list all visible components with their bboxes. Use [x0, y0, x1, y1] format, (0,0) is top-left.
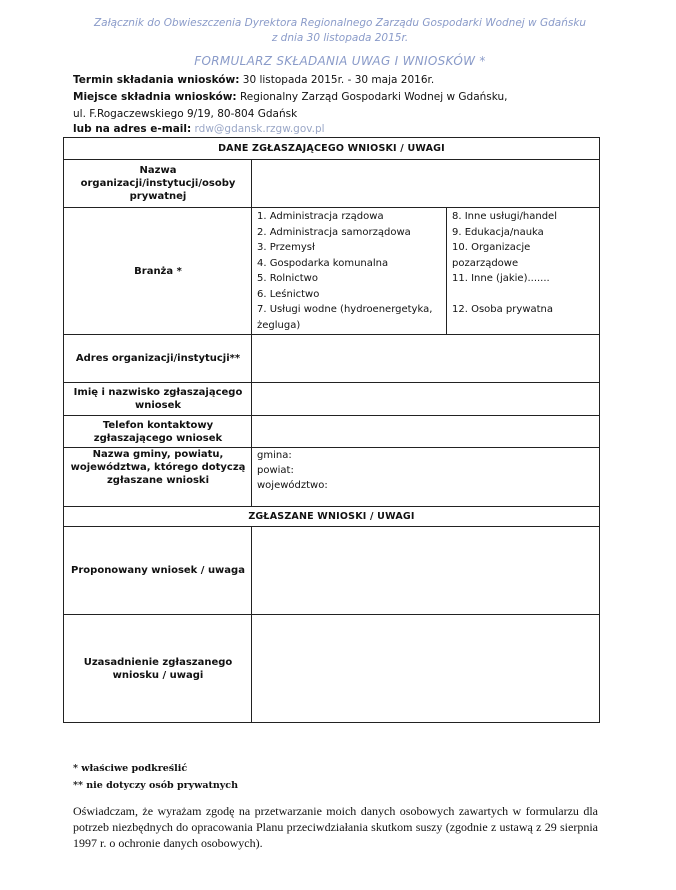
branch-option[interactable]: 9. Edukacja/nauka — [452, 226, 544, 238]
address-line: ul. F.Rogaczewskiego 9/19, 80-804 Gdańsk — [73, 108, 298, 120]
section-requests-heading: ZGŁASZANE WNIOSKI / UWAGI — [248, 511, 415, 522]
email-line — [73, 122, 325, 136]
org-name-input[interactable] — [252, 160, 599, 207]
deadline-line — [73, 73, 434, 87]
justification-label: Uzasadnienie zgłaszanego wniosku / uwagi — [83, 656, 233, 681]
submission-form-table — [63, 137, 600, 723]
place-line — [73, 90, 508, 104]
branch-option[interactable]: 7. Usługi wodne (hydroenergetyka, — [257, 304, 433, 315]
org-address-input[interactable] — [252, 335, 599, 382]
branch-option[interactable]: 4. Gospodarka komunalna — [257, 257, 389, 269]
annex-heading: Załącznik do Obwieszczenia Dyrektora Regionalnego Zarządu Gospodarki Wodnej w Gdańsku — [93, 17, 587, 29]
submitter-name-label: Imię i nazwisko zgłaszającego wniosek — [73, 387, 243, 411]
phone-label: Telefon kontaktowy zgłaszającego wniosek — [93, 419, 223, 444]
deadline-value: 30 listopada 2015r. - 30 maja 2016r. — [242, 74, 435, 86]
email-link[interactable]: rdw@gdansk.rzgw.gov.pl — [194, 123, 325, 135]
branch-option[interactable]: 6. Leśnictwo — [257, 288, 320, 300]
branch-option[interactable]: 10. Organizacje — [452, 242, 531, 253]
branch-option[interactable]: 12. Osoba prywatna — [452, 304, 554, 315]
gmina-field[interactable]: gmina: — [257, 450, 292, 461]
submitter-name-input[interactable] — [252, 383, 599, 415]
email-label: lub na adres e-mail: — [73, 123, 192, 135]
phone-input[interactable] — [252, 416, 599, 447]
org-name-label: Nazwa organizacji/instytucji/osoby prywatnej — [80, 165, 236, 202]
branch-option[interactable]: 11. Inne (jakie)....... — [452, 273, 550, 284]
justification-input[interactable] — [252, 615, 599, 722]
deadline-label: Termin składania wniosków: — [73, 74, 240, 86]
divider — [251, 159, 252, 506]
divider — [446, 207, 447, 334]
place-label: Miejsce składnia wniosków: — [73, 91, 237, 103]
location-label: Nazwa gminy, powiatu, województwa, którego dotyczą zgłaszane wnioski — [70, 449, 246, 486]
proposal-label: Proponowany wniosek / uwaga — [71, 565, 245, 576]
branch-option[interactable]: 1. Administracja rządowa — [257, 211, 384, 222]
section-submitter-heading: DANE ZGŁASZAJĄCEGO WNIOSKI / UWAGI — [218, 143, 445, 154]
proposal-input[interactable] — [252, 527, 599, 614]
branch-option[interactable]: 3. Przemysł — [257, 242, 315, 253]
branch-label: Branża * — [134, 265, 182, 277]
branch-options-left — [257, 209, 445, 333]
branch-option[interactable]: 8. Inne usługi/handel — [452, 211, 557, 222]
branch-option[interactable]: żegluga) — [257, 319, 301, 331]
wojewodztwo-field[interactable]: województwo: — [257, 480, 328, 491]
org-address-label: Adres organizacji/instytucji** — [75, 353, 241, 364]
branch-option[interactable]: pozarządowe — [452, 257, 519, 269]
branch-options-right — [452, 209, 597, 318]
footnote-private: ** nie dotyczy osób prywatnych — [73, 780, 238, 791]
annex-date: z dnia 30 listopada 2015r. — [271, 32, 409, 44]
form-title: FORMULARZ SKŁADANIA UWAG I WNIOSKÓW * — [194, 54, 486, 68]
location-fields — [257, 448, 328, 493]
branch-option[interactable]: 5. Rolnictwo — [257, 273, 318, 284]
branch-option[interactable]: 2. Administracja samorządowa — [257, 226, 411, 238]
place-value: Regionalny Zarząd Gospodarki Wodnej w Gdańsku, — [239, 91, 508, 103]
branch-option-blank — [452, 287, 597, 303]
powiat-field[interactable]: powiat: — [257, 465, 294, 476]
footnote-underline: * właściwe podkreślić — [73, 763, 188, 774]
consent-declaration: Oświadczam, że wyrażam zgodę na przetwarzanie moich danych osobowych zawartych w formularzu dla potrzeb niezbędnych do opracowania Planu przeciwdziałania skutkom suszy (zgodnie z ustawą z 29 sierpnia 1997 r. o ochronie danych osobowych). — [73, 804, 598, 850]
